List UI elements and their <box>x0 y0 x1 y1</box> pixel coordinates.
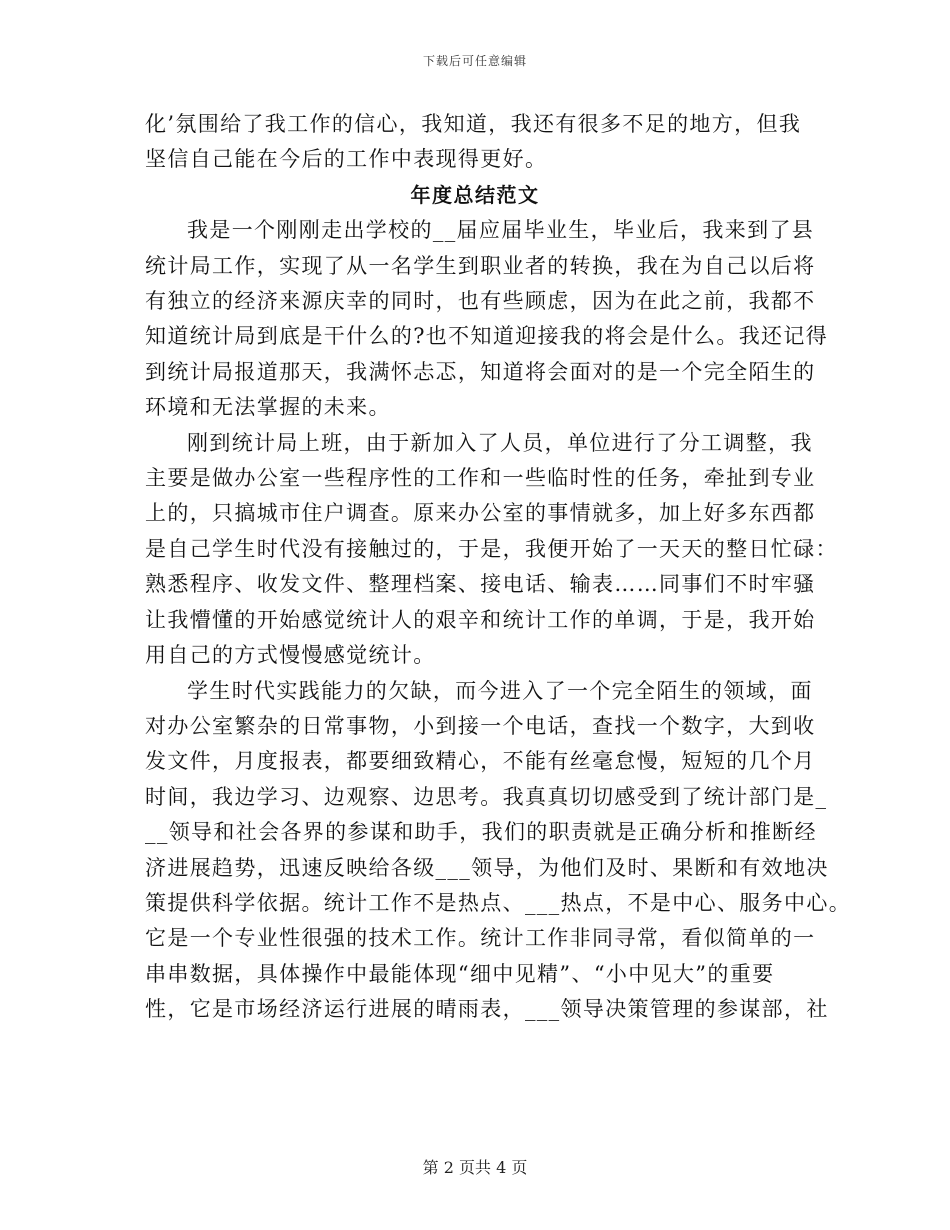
text-line: 学生时代实践能力的欠缺，而今进入了一个完全陌生的领域，面 <box>187 678 813 703</box>
text-line: 统计局工作，实现了从一名学生到职业者的转换，我在为自己以后将 <box>145 253 816 278</box>
text-line: 主要是做办公室一些程序性的工作和一些临时性的任务，牵扯到专业 <box>145 466 816 491</box>
text-line: 发文件，月度报表，都要细致精心，不能有丝毫怠慢，短短的几个月 <box>145 749 816 774</box>
text-line: 策提供科学依据。统计工作不是热点、___热点，不是中心、服务中心。 <box>145 890 852 915</box>
text-line: __领导和社会各界的参谋和助手，我们的职责就是正确分析和推断经 <box>145 820 817 845</box>
text-line: 有独立的经济来源庆幸的同时，也有些顾虑，因为在此之前，我都不 <box>145 289 816 314</box>
text-line: 我是一个刚刚走出学校的__届应届毕业生，毕业后，我来到了县 <box>187 218 815 243</box>
page-footer-number: 第 2 页共 4 页 <box>422 1158 528 1177</box>
text-line: 让我懵懂的开始感觉统计人的艰辛和统计工作的单调，于是，我开始 <box>145 607 816 632</box>
text-line: 到统计局报道那天，我满怀忐忑，知道将会面对的是一个完全陌生的 <box>145 359 816 384</box>
document-body <box>145 107 852 1028</box>
text-line: 对办公室繁杂的日常事物，小到接一个电话，查找一个数字，大到收 <box>145 713 816 738</box>
text-line: 用自己的方式慢慢感觉统计。 <box>145 643 436 668</box>
text-line: 化’氛围给了我工作的信心，我知道，我还有很多不足的地方，但我 <box>145 112 802 136</box>
text-line: 性，它是市场经济运行进展的晴雨表，___领导决策管理的参谋部，社 <box>145 997 829 1022</box>
text-line: 济进展趋势，迅速反映给各级___领导，为他们及时、果断和有效地决 <box>145 855 829 880</box>
text-line: 环境和无法掌握的未来。 <box>145 395 391 420</box>
text-line: 时间，我边学习、边观察、边思考。我真真切切感受到了统计部门是_ <box>145 784 828 809</box>
text-line: 是自己学生时代没有接触过的，于是，我便开始了一天天的整日忙碌： <box>145 536 838 561</box>
text-line: 知道统计局到底是干什么的?也不知道迎接我的将会是什么。我还记得 <box>145 324 829 349</box>
text-line: 它是一个专业性很强的技术工作。统计工作非同寻常，看似简单的一 <box>145 926 816 951</box>
section-title: 年度总结范文 <box>410 182 540 207</box>
text-line: 熟悉程序、收发文件、整理档案、接电话、输表……同事们不时牢骚 <box>145 572 816 597</box>
text-line: 上的，只搞城市住户调查。原来办公室的事情就多，加上好多东西都 <box>145 501 816 526</box>
text-line: 坚信自己能在今后的工作中表现得更好。 <box>145 147 548 172</box>
text-line: 刚到统计局上班，由于新加入了人员，单位进行了分工调整，我 <box>187 430 813 455</box>
text-line: 串串数据，具体操作中最能体现“细中见精”、“小中见大”的重要 <box>145 961 775 986</box>
page-header-note: 下载后可任意编辑 <box>422 54 527 68</box>
